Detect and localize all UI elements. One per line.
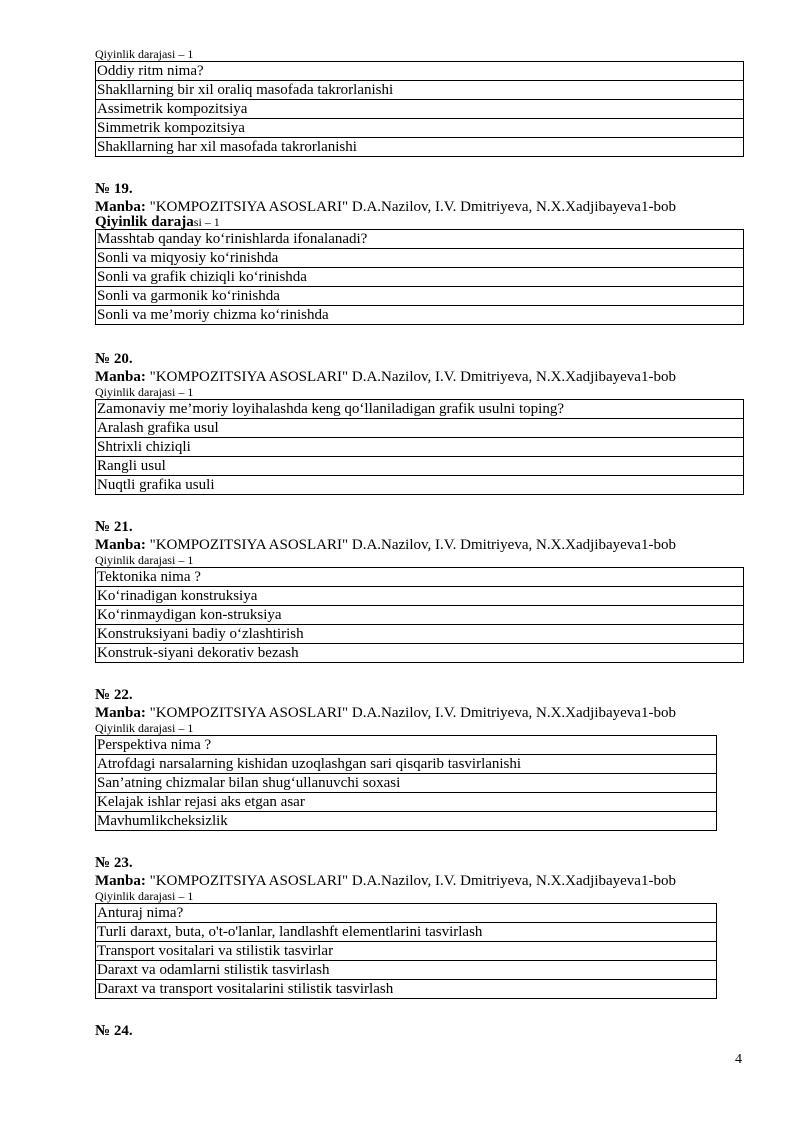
question-block — [95, 350, 744, 495]
question-number: № 21. — [95, 519, 133, 535]
source-label: Manba: — [95, 199, 146, 215]
question-number: № 24. — [95, 1023, 133, 1039]
source-label: Manba: — [95, 369, 146, 385]
answer-option: Kelajak ishlar rejasi aks etgan asar — [96, 793, 717, 812]
answer-option: Transport vositalari va stilistik tasvirlar — [96, 942, 717, 961]
question-text: Oddiy ritm nima? — [96, 62, 744, 81]
question-number: № 19. — [95, 181, 133, 197]
difficulty-level: Qiyinlik darajasi – 1 — [95, 889, 194, 903]
difficulty-label-bold: Qiyinlik daraja — [95, 214, 194, 230]
difficulty-label-rest: si – 1 — [193, 215, 220, 229]
source-line — [95, 872, 717, 890]
answer-table — [95, 567, 744, 663]
question-text: Tektonika nima ? — [96, 568, 744, 587]
answer-option: Assimetrik kompozitsiya — [96, 100, 744, 119]
answer-table — [95, 903, 717, 999]
answer-option: Simmetrik kompozitsiya — [96, 119, 744, 138]
answer-option: Atrofdagi narsalarning kishidan uzoqlashgan sari qisqarib tasvirlanishi — [96, 755, 717, 774]
source-label: Manba: — [95, 873, 146, 889]
source-text: "KOMPOZITSIYA ASOSLARI" D.A.Nazilov, I.V. Dmitriyeva, N.X.Xadjibayeva1-bob — [145, 873, 676, 889]
answer-option: Shakllarning bir xil oraliq masofada takrorlanishi — [96, 81, 744, 100]
answer-option: Rangli usul — [96, 457, 744, 476]
difficulty-level — [95, 216, 744, 229]
question-18-tail — [95, 48, 744, 157]
source-text: "KOMPOZITSIYA ASOSLARI" D.A.Nazilov, I.V. Dmitriyeva, N.X.Xadjibayeva1-bob — [145, 537, 676, 553]
answer-table — [95, 399, 744, 495]
answer-option: Turli daraxt, buta, o't-o'lanlar, landlashft elementlarini tasvirlash — [96, 923, 717, 942]
answer-option: Sonli va grafik chiziqli ko‘rinishda — [96, 268, 744, 287]
question-text: Zamonaviy me’moriy loyihalashda keng qo‘llaniladigan grafik usulni toping? — [96, 400, 744, 419]
question-text: Masshtab qanday ko‘rinishlarda ifonalanadi? — [96, 230, 744, 249]
source-line — [95, 536, 744, 554]
answer-option: Daraxt va transport vositalarini stilistik tasvirlash — [96, 980, 717, 999]
question-block — [95, 1022, 133, 1040]
question-number: № 20. — [95, 351, 133, 367]
difficulty-level: Qiyinlik darajasi – 1 — [95, 385, 194, 399]
answer-option: Sonli va garmonik ko‘rinishda — [96, 287, 744, 306]
source-label: Manba: — [95, 537, 146, 553]
answer-option: Shtrixli chiziqli — [96, 438, 744, 457]
answer-option: Konstruk-siyani dekorativ bezash — [96, 644, 744, 663]
answer-option: Shakllarning har xil masofada takrorlanishi — [96, 138, 744, 157]
answer-table — [95, 735, 717, 831]
difficulty-level: Qiyinlik darajasi – 1 — [95, 47, 194, 61]
question-number: № 23. — [95, 855, 133, 871]
answer-option: Sonli va miqyosiy ko‘rinishda — [96, 249, 744, 268]
question-text: Anturaj nima? — [96, 904, 717, 923]
question-block — [95, 686, 717, 831]
source-line — [95, 368, 744, 386]
page-number: 4 — [735, 1052, 742, 1067]
answer-option: Sonli va me’moriy chizma ko‘rinishda — [96, 306, 744, 325]
source-line — [95, 704, 717, 722]
question-block — [95, 518, 744, 663]
difficulty-level: Qiyinlik darajasi – 1 — [95, 553, 194, 567]
question-text: Perspektiva nima ? — [96, 736, 717, 755]
answer-option: Nuqtli grafika usuli — [96, 476, 744, 495]
source-text: "KOMPOZITSIYA ASOSLARI" D.A.Nazilov, I.V. Dmitriyeva, N.X.Xadjibayeva1-bob — [145, 199, 676, 215]
question-block — [95, 180, 744, 325]
answer-option: Aralash grafika usul — [96, 419, 744, 438]
answer-table — [95, 61, 744, 157]
answer-option: Ko‘rinmaydigan kon-struksiya — [96, 606, 744, 625]
answer-option: San’atning chizmalar bilan shug‘ullanuvchi soxasi — [96, 774, 717, 793]
answer-option: Mavhumlikcheksizlik — [96, 812, 717, 831]
source-text: "KOMPOZITSIYA ASOSLARI" D.A.Nazilov, I.V. Dmitriyeva, N.X.Xadjibayeva1-bob — [145, 369, 676, 385]
question-number: № 22. — [95, 687, 133, 703]
answer-option: Ko‘rinadigan konstruksiya — [96, 587, 744, 606]
answer-option: Daraxt va odamlarni stilistik tasvirlash — [96, 961, 717, 980]
source-text: "KOMPOZITSIYA ASOSLARI" D.A.Nazilov, I.V. Dmitriyeva, N.X.Xadjibayeva1-bob — [145, 705, 676, 721]
answer-table — [95, 229, 744, 325]
source-label: Manba: — [95, 705, 146, 721]
answer-option: Konstruksiyani badiy o‘zlashtirish — [96, 625, 744, 644]
question-block — [95, 854, 717, 999]
difficulty-level: Qiyinlik darajasi – 1 — [95, 721, 194, 735]
